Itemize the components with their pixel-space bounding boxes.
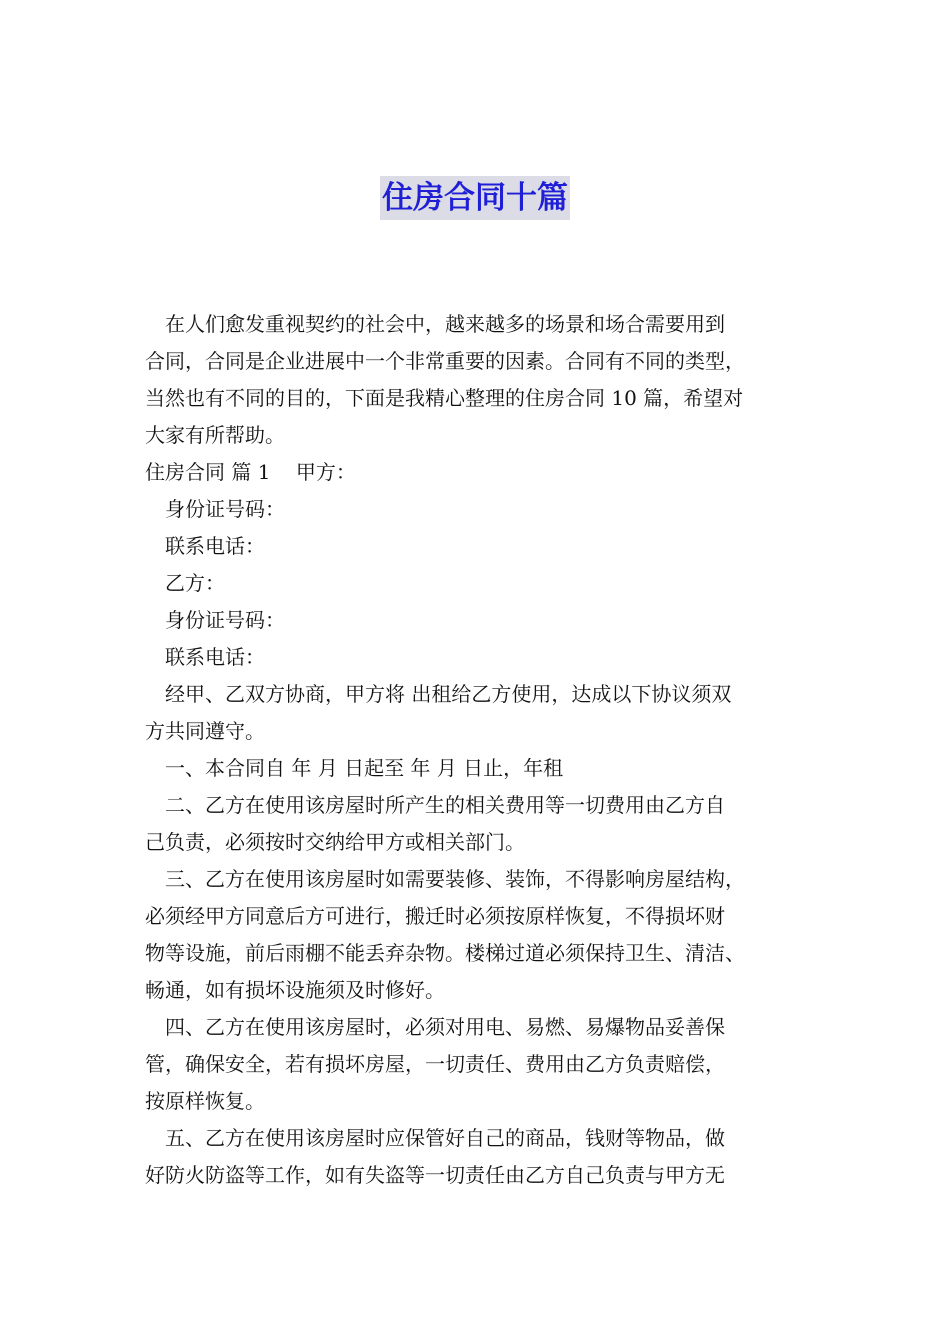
intro-line-3: 当然也有不同的目的，下面是我精心整理的住房合同 10 篇，希望对: [145, 386, 744, 410]
clause-3-line-3: 物等设施，前后雨棚不能丢弃杂物。楼梯过道必须保持卫生、清洁、: [145, 941, 745, 965]
party-b-phone: 联系电话：: [165, 645, 265, 669]
intro-line-4: 大家有所帮助。: [145, 423, 285, 447]
intro-line-1: 在人们愈发重视契约的社会中，越来越多的场景和场合需要用到: [165, 312, 725, 336]
party-b-label: 乙方：: [165, 571, 225, 595]
clause-3-line-2: 必须经甲方同意后方可进行，搬迁时必须按原样恢复，不得损坏财: [145, 904, 725, 928]
clause-2-line-1: 二、乙方在使用该房屋时所产生的相关费用等一切费用由乙方自: [165, 793, 725, 817]
clause-2-line-2: 己负责，必须按时交纳给甲方或相关部门。: [145, 830, 525, 854]
document-body: [145, 306, 825, 1194]
clause-4-line-1: 四、乙方在使用该房屋时，必须对用电、易燃、易爆物品妥善保: [165, 1015, 725, 1039]
clause-1: 一、本合同自 年 月 日起至 年 月 日止，年租: [165, 756, 564, 780]
agreement-line-1: 经甲、乙双方协商，甲方将 出租给乙方使用，达成以下协议须双: [165, 682, 732, 706]
title-wrap: [0, 176, 950, 220]
clause-5-line-2: 好防火防盗等工作，如有失盗等一切责任由乙方自己负责与甲方无: [145, 1163, 725, 1187]
clause-5-line-1: 五、乙方在使用该房屋时应保管好自己的商品，钱财等物品，做: [165, 1126, 725, 1150]
clause-4-line-3: 按原样恢复。: [145, 1089, 265, 1113]
intro-line-2: 合同，合同是企业进展中一个非常重要的因素。合同有不同的类型，: [145, 349, 745, 373]
clause-3-line-1: 三、乙方在使用该房屋时如需要装修、装饰，不得影响房屋结构，: [165, 867, 745, 891]
agreement-line-2: 方共同遵守。: [145, 719, 265, 743]
document-title: 住房合同十篇: [380, 176, 570, 220]
clause-3-line-4: 畅通，如有损坏设施须及时修好。: [145, 978, 445, 1002]
party-a-id: 身份证号码：: [165, 497, 285, 521]
contract-heading: 住房合同 篇 1 甲方：: [145, 460, 356, 484]
party-a-phone: 联系电话：: [165, 534, 265, 558]
party-b-id: 身份证号码：: [165, 608, 285, 632]
clause-4-line-2: 管，确保安全，若有损坏房屋，一切责任、费用由乙方负责赔偿，: [145, 1052, 725, 1076]
